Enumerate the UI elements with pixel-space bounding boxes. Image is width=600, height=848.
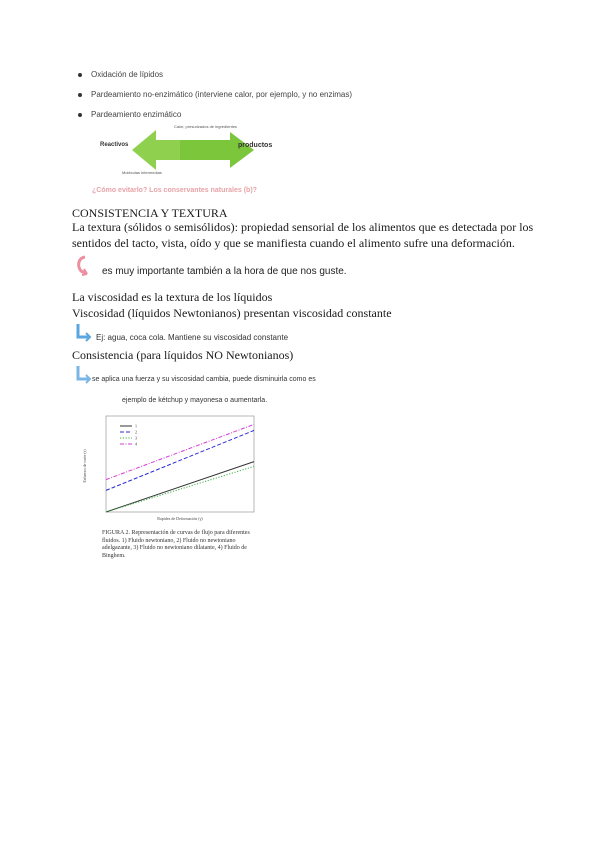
texture-line-1: La textura (sólidos o semisólidos): propiedad sensorial de los alimentos que es detectada por los <box>72 220 534 234</box>
figure-caption: FIGURA 2. Representación de curvas de flujo para diferentes fluidos. 1) Fluido newtoniano, 2) Fluido no newtoniano adelgazante, 3) Fluido no newtoniano dilatante, 4) Fluido de Binghem. <box>102 530 250 559</box>
bullet-text: Pardeamiento enzimático <box>91 110 182 119</box>
section-title: CONSISTENCIA Y TEXTURA <box>72 206 228 220</box>
reaction-diagram <box>96 124 296 182</box>
legend-label-1: 1 <box>135 423 137 429</box>
example-note: Ej: agua, coca cola. Mantiene su viscosidad constante <box>96 333 289 342</box>
diagram-bottom-label: Moléculas intermedias <box>122 170 162 175</box>
bullet-text: Oxidación de lípidos <box>91 70 164 79</box>
viscosity-line: La viscosidad es la textura de los líquidos <box>72 290 273 304</box>
diagram-left-label: Reactivos <box>100 142 129 148</box>
flow-curves-chart <box>80 412 260 524</box>
legend-label-4: 4 <box>135 441 137 447</box>
texture-line-2: sentidos del tacto, vista, oído y que se manifiesta cuando el alimento sufre una deformación. <box>72 236 515 250</box>
bullet-text: Pardeamiento no-enzimático (interviene calor, por ejemplo, y no enzimas) <box>91 90 353 99</box>
bullet-list <box>78 70 352 130</box>
corner-arrow-icon <box>74 364 94 384</box>
force-note: se aplica una fuerza y su viscosidad cambia, puede disminuirla como es <box>92 376 316 383</box>
list-item <box>78 90 352 110</box>
diagram-right-label: productos <box>238 142 273 149</box>
pink-question: ¿Cómo evitarlo? Los conservantes naturales (b)? <box>92 187 257 194</box>
newtonian-line: Viscosidad (líquidos Newtonianos) presentan viscosidad constante <box>72 306 392 320</box>
bullet-dot-icon <box>78 93 82 97</box>
importance-note: es muy importante también a la hora de que nos guste. <box>102 266 347 277</box>
list-item <box>78 70 352 90</box>
example2-note: ejemplo de kétchup y mayonesa o aumentarla. <box>122 397 268 404</box>
x-axis-label: Rapidez de Deformación (γ̇) <box>157 516 203 521</box>
consistency-line: Consistencia (para líquidos NO Newtonianos) <box>72 348 294 362</box>
curved-arrow-icon <box>73 254 97 278</box>
corner-arrow-icon <box>74 322 94 342</box>
diagram-top-label: Calor, presurizados de ingredientes <box>174 124 237 129</box>
bullet-dot-icon <box>78 113 82 117</box>
y-axis-label: Esfuerzo de corte (τ) <box>82 449 87 483</box>
chart-frame <box>106 416 254 512</box>
legend-label-3: 3 <box>135 435 137 441</box>
bullet-dot-icon <box>78 73 82 77</box>
legend-label-2: 2 <box>135 429 137 435</box>
